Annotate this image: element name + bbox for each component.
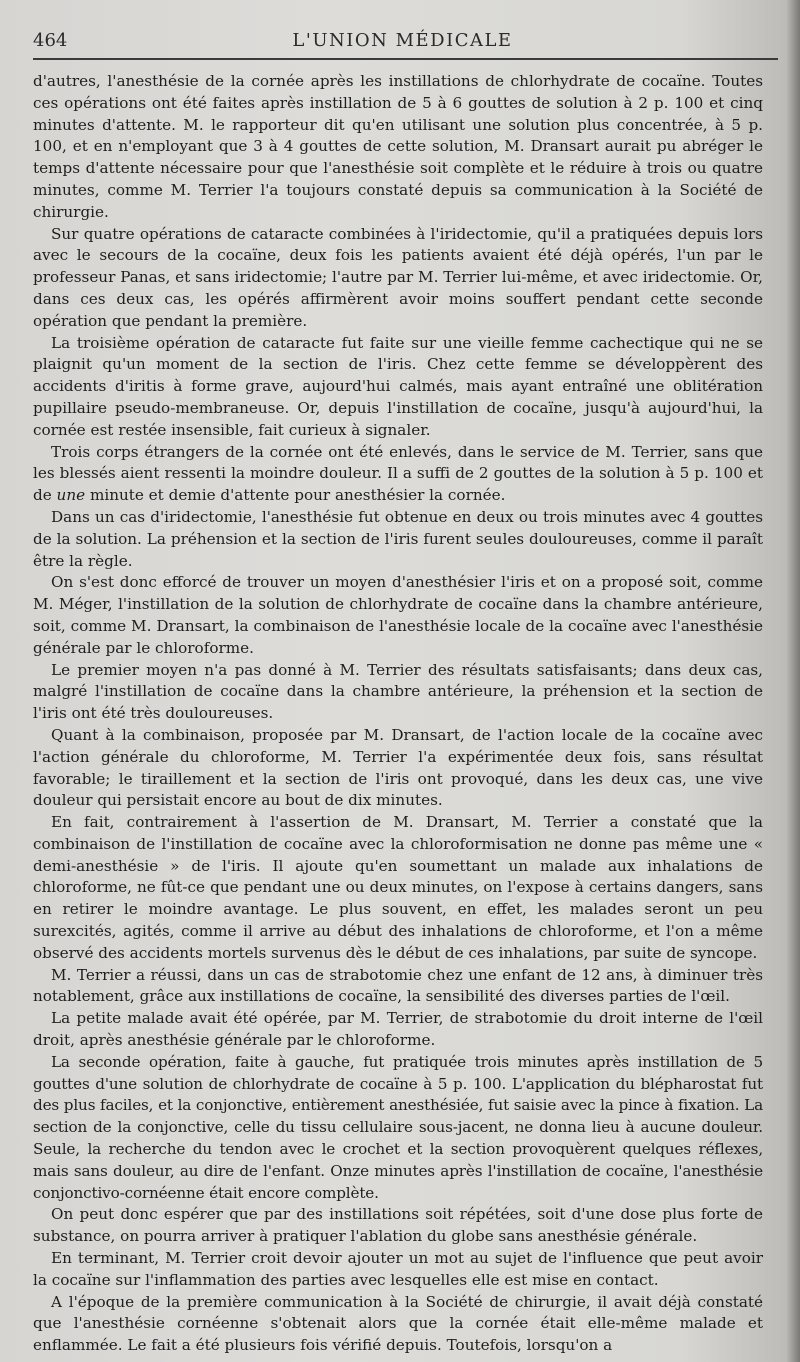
paragraph: d'autres, l'anesthésie de la cornée après les instillations de chlorhydrate de cocaïne. Toutes ces opérations ont été faites après instillation de 5 à 6 gouttes de solution à 2 p. 100 et cinq minutes d'attente. M. le rapporteur dit qu'en utilisant une solution plus concentrée, à 5 p. 100, et en n'employant que 3 à 4 gouttes de cette solution, M. Dransart aurait pu abréger le temps d'attente nécessaire pour que l'anesthésie soit complète et le réduire à trois ou quatre minutes, comme M. Terrier l'a toujours constaté depuis sa communication à la Société de chirurgie. [33, 72, 763, 221]
paragraph [33, 442, 763, 507]
paragraph: La troisième opération de cataracte fut faite sur une vieille femme cachectique qui ne se plaignit qu'un moment de la section de l'iris. Chez cette femme se développèrent des accidents d'iritis à forme grave, aujourd'hui calmés, mais ayant entraîné une oblitération pupillaire pseudo-membraneuse. Or, depuis l'instillation de cocaïne, jusqu'à aujourd'hui, la cornée est restée insensible, fait curieux à signaler. [33, 333, 763, 439]
page-edge-shadow [786, 0, 800, 1362]
paragraph: Le premier moyen n'a pas donné à M. Terrier des résultats satisfaisants; dans deux cas, malgré l'instillation de cocaïne dans la chambre antérieure, la préhension et la section de l'iris ont été très douloureuses. [33, 660, 763, 723]
paragraph-text: minute et demie d'attente pour anesthésier la cornée. [89, 486, 506, 505]
paragraph: A l'époque de la première communication à la Société de chirurgie, il avait déjà constaté que l'anesthésie cornéenne s'obtenait alors que la cornée était elle-même malade et enflammée. Le fait a été plusieurs fois vérifié depuis. Toutefois, lorsqu'on a [33, 1292, 763, 1355]
paragraph: On s'est donc efforcé de trouver un moyen d'anesthésier l'iris et on a proposé soit, comme M. Méger, l'instillation de la solution de chlorhydrate de cocaïne dans la chambre antérieure, soit, comme M. Dransart, la combinaison de l'anesthésie locale de la cocaïne avec l'anesthésie générale par le chloroforme. [33, 573, 763, 657]
paragraph: M. Terrier a réussi, dans un cas de strabotomie chez une enfant de 12 ans, à diminuer très notablement, grâce aux instillations de cocaïne, la sensibilité des diverses parties de l'œil. [33, 965, 763, 1006]
paragraph: La petite malade avait été opérée, par M. Terrier, de strabotomie du droit interne de l'œil droit, après anesthésie générale par le chloroforme. [33, 1009, 763, 1050]
paragraph: Dans un cas d'iridectomie, l'anesthésie fut obtenue en deux ou trois minutes avec 4 gouttes de la solution. La préhension et la section de l'iris furent seules douloureuses, comme il paraît être la règle. [33, 507, 763, 570]
page-header [33, 28, 772, 56]
paragraph: Sur quatre opérations de cataracte combinées à l'iridectomie, qu'il a pratiquées depuis lors avec le secours de la cocaïne, deux fois les patients avaient été déjà opérés, l'un par le professeur Panas, et sans iridectomie; l'autre par M. Terrier lui-même, et avec iridectomie. Or, dans ces deux cas, les opérés affirmèrent avoir moins souffert pendant cette seconde opération que pendant la première. [33, 224, 763, 330]
page-number: 464 [33, 30, 68, 51]
paragraph: La seconde opération, faite à gauche, fut pratiquée trois minutes après instillation de 5 gouttes d'une solution de chlorhydrate de cocaïne à 5 p. 100. L'application du blépharostat fut des plus faciles, et la conjonctive, entièrement anesthésiée, fut saisie avec la pince à fixation. La section de la conjonctive, celle du tissu cellulaire sous-jacent, ne donna lieu à aucune douleur. Seule, la recherche du tendon avec le crochet et la section provoquèrent quelques réflexes, mais sans douleur, au dire de l'enfant. Onze minutes après l'instillation de cocaïne, l'anesthésie conjonctivo-cornéenne était encore complète. [33, 1052, 763, 1202]
paragraph: On peut donc espérer que par des instillations soit répétées, soit d'une dose plus forte de substance, on pourra arriver à pratiquer l'ablation du globe sans anesthésie générale. [33, 1205, 763, 1246]
paragraph: Quant à la combinaison, proposée par M. Dransart, de l'action locale de la cocaïne avec l'action générale du chloroforme, M. Terrier l'a expérimentée deux fois, sans résultat favorable; le tiraillement et la section de l'iris ont provoqué, dans les deux cas, une vive douleur qui persistait encore au bout de dix minutes. [33, 725, 763, 810]
header-rule [33, 58, 778, 60]
article-body [33, 71, 763, 1357]
paragraph-text: Trois corps étrangers de la cornée ont été enlevés, dans le service de M. Terrier, sans que les blessés aient ressenti la moindre douleur. Il a suffi de 2 gouttes de la solution à 5 p. 100 et de [33, 442, 763, 505]
italic-word: une [56, 486, 86, 505]
paragraph: En fait, contrairement à l'assertion de M. Dransart, M. Terrier a constaté que la combinaison de l'instillation de cocaïne avec la chloroformisation ne donne pas même une « demi-anesthésie » de l'iris. Il ajoute qu'en soumettant un malade aux inhalations de chloroforme, ne fût-ce que pendant une ou deux minutes, on l'expose à certains dangers, sans en retirer le moindre avantage. Le plus souvent, en effet, les malades seront un peu surexcités, agités, comme il arrive au début des inhalations de chloroforme, et l'on a même observé des accidents mortels survenus dès le début de ces inhalations, par suite de syncope. [33, 813, 763, 962]
running-title: L'UNION MÉDICALE [292, 30, 513, 51]
paragraph: En terminant, M. Terrier croit devoir ajouter un mot au sujet de l'influence que peut avoir la cocaïne sur l'inflammation des parties avec lesquelles elle est mise en contact. [33, 1249, 763, 1289]
